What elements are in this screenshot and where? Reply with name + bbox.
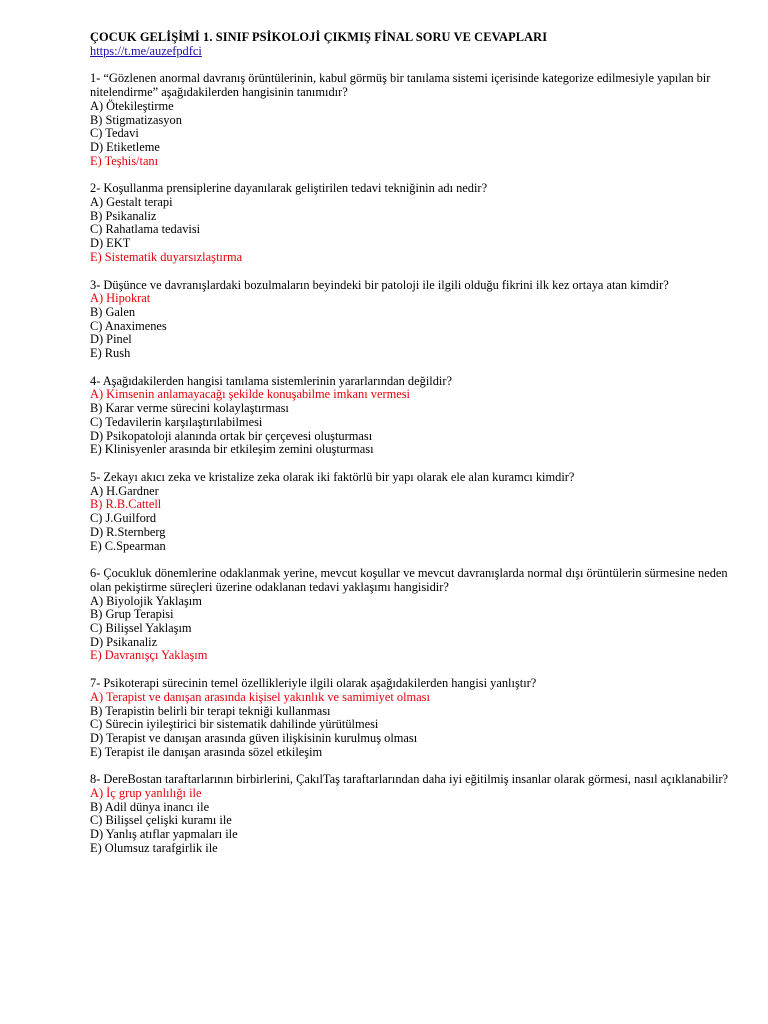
answer-option: B) Terapistin belirli bir terapi tekniği kullanması <box>90 703 331 718</box>
correct-answer-option: A) Kimsenin anlamayacağı şekilde konuşabilme imkanı vermesi <box>90 387 411 402</box>
question-text: 2- Koşullanma prensiplerine dayanılarak geliştirilen tedavi tekniğinin adı nedir? <box>90 181 488 196</box>
answer-option: D) Yanlış atıflar yapmaları ile <box>90 827 238 842</box>
document-page <box>90 31 730 870</box>
telegram-link[interactable]: https://t.me/auzefpdfci <box>90 43 202 58</box>
answer-option: D) R.Sternberg <box>90 524 166 539</box>
answer-option: A) Ötekileştirme <box>90 98 174 113</box>
answer-option: D) Etiketleme <box>90 139 160 154</box>
question-text: 1- “Gözlenen anormal davranış örüntülerinin, kabul görmüş bir tanılama sistemi içerisinde kategorize edilmesiyle yapılan bir nitelendirme” aşağıdakilerden hangisinin tanımıdır? <box>90 71 711 100</box>
question-text: 3- Düşünce ve davranışlardaki bozulmaların beyindeki bir patoloji ile ilgili olduğu fikrini ilk kez ortaya atan kimdir? <box>90 277 669 292</box>
answer-option: C) Tedavilerin karşılaştırılabilmesi <box>90 414 263 429</box>
answer-option: B) Galen <box>90 304 136 319</box>
correct-answer-option: B) R.B.Cattell <box>90 497 162 512</box>
answer-option: B) Grup Terapisi <box>90 607 174 622</box>
answer-option: C) Tedavi <box>90 126 139 141</box>
answer-option: C) Bilişsel çelişki kuramı ile <box>90 813 232 828</box>
answer-option: A) Gestalt terapi <box>90 195 173 210</box>
correct-answer-option: A) Terapist ve danışan arasında kişisel yakınlık ve samimiyet olması <box>90 689 430 704</box>
answer-option: B) Adil dünya inancı ile <box>90 799 210 814</box>
question-4 <box>90 375 730 457</box>
answer-option: B) Karar verme sürecini kolaylaştırması <box>90 401 289 416</box>
answer-option: D) Terapist ve danışan arasında güven ilişkisinin kurulmuş olması <box>90 730 418 745</box>
question-5 <box>90 471 730 553</box>
answer-option: C) Anaximenes <box>90 318 167 333</box>
answer-option: C) Sürecin iyileştirici bir sistematik dahilinde yürütülmesi <box>90 717 379 732</box>
question-8 <box>90 773 730 855</box>
question-text: 5- Zekayı akıcı zeka ve kristalize zeka olarak iki faktörlü bir yapı olarak ele alan kuramcı kimdir? <box>90 469 575 484</box>
question-3 <box>90 279 730 361</box>
question-6 <box>90 567 730 663</box>
answer-option: E) Klinisyenler arasında bir etkileşim zemini oluşturması <box>90 442 374 457</box>
question-7 <box>90 677 730 759</box>
answer-option: D) Psikanaliz <box>90 634 158 649</box>
answer-option: C) J.Guilford <box>90 511 157 526</box>
correct-answer-option: E) Teşhis/tanı <box>90 153 159 168</box>
answer-option: E) C.Spearman <box>90 538 166 553</box>
question-2 <box>90 182 730 264</box>
question-text: 4- Aşağıdakilerden hangisi tanılama sistemlerinin yararlarından değildir? <box>90 373 452 388</box>
correct-answer-option: A) İç grup yanlılığı ile <box>90 786 202 801</box>
correct-answer-option: A) Hipokrat <box>90 291 151 306</box>
correct-answer-option: E) Davranışçı Yaklaşım <box>90 648 208 663</box>
question-text: 6- Çocukluk dönemlerine odaklanmak yerine, mevcut koşullar ve mevcut davranışlarda normal dışı örüntülerin sürmesine neden olan pekiştirme süreçleri üzerine odaklanan tedavi yaklaşımı hangisidir? <box>90 566 728 594</box>
answer-option: A) H.Gardner <box>90 483 159 498</box>
answer-option: D) Psikopatoloji alanında ortak bir çerçevesi oluşturması <box>90 428 373 443</box>
question-text: 8- DereBostan taraftarlarının birbirlerini, ÇakılTaş taraftarlarından daha iyi eğitilmiş insanlar olarak görmesi, nasıl açıklanabilir? <box>90 772 729 787</box>
answer-option: B) Stigmatizasyon <box>90 112 182 127</box>
answer-option: D) Pinel <box>90 332 132 347</box>
question-text: 7- Psikoterapi sürecinin temel özellikleriyle ilgili olarak aşağıdakilerden hangisi yanlıştır? <box>90 676 537 691</box>
answer-option: B) Psikanaliz <box>90 208 157 223</box>
question-list <box>90 72 730 855</box>
answer-option: E) Rush <box>90 346 131 361</box>
answer-option: A) Biyolojik Yaklaşım <box>90 593 202 608</box>
answer-option: C) Rahatlama tedavisi <box>90 222 201 237</box>
answer-option: C) Bilişsel Yaklaşım <box>90 621 192 636</box>
document-title: ÇOCUK GELİŞİMİ 1. SINIF PSİKOLOJİ ÇIKMIŞ FİNAL SORU VE CEVAPLARI <box>90 30 548 44</box>
answer-option: E) Terapist ile danışan arasında sözel etkileşim <box>90 744 323 759</box>
correct-answer-option: E) Sistematik duyarsızlaştırma <box>90 249 243 264</box>
answer-option: D) EKT <box>90 236 131 251</box>
answer-option: E) Olumsuz tarafgirlik ile <box>90 840 218 855</box>
question-1 <box>90 72 730 168</box>
